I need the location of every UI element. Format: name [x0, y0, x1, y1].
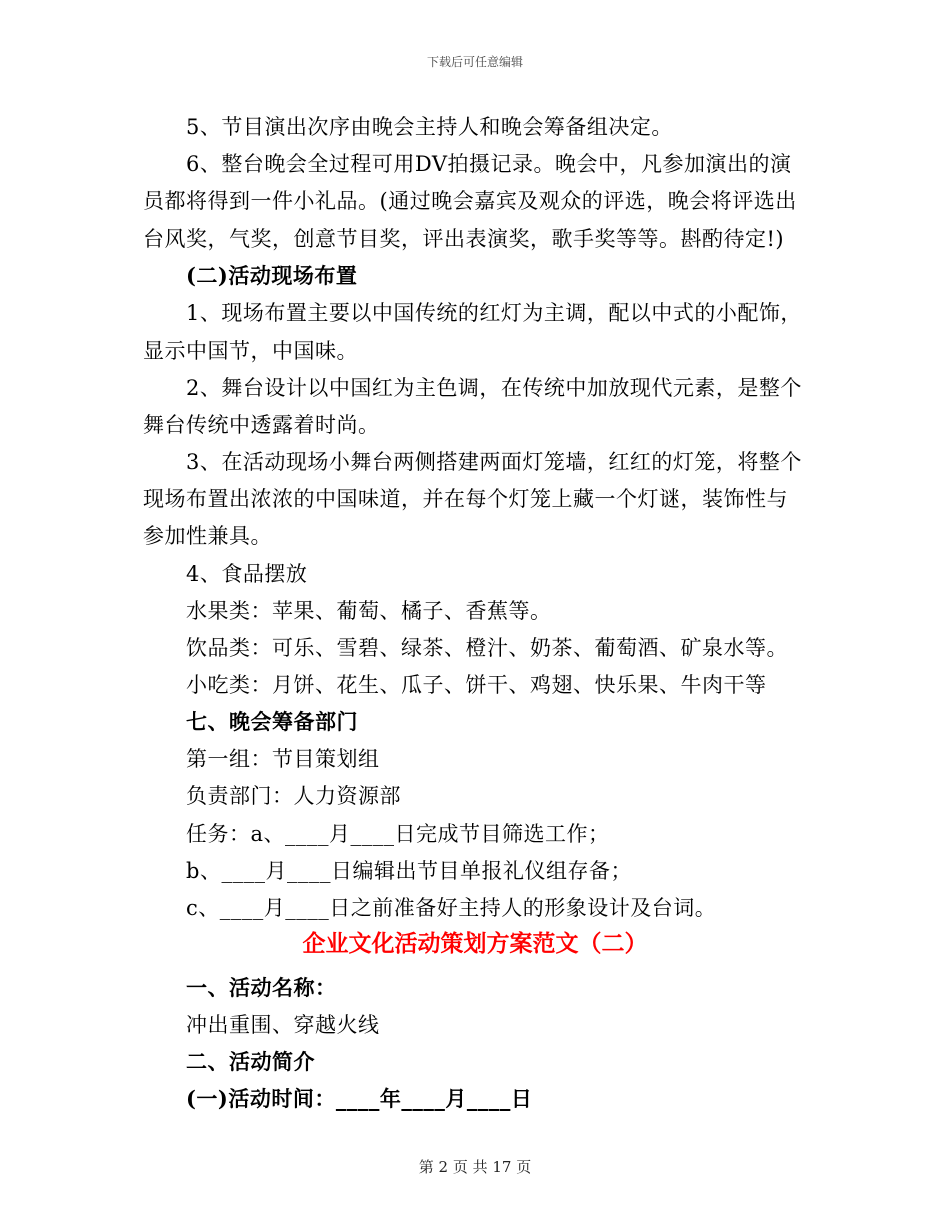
- item-6-line-2: 员都将得到一件小礼品。(通过晚会嘉宾及观众的评选，晚会将评选出: [143, 189, 797, 213]
- page-number: 第 2 页 共 17 页: [418, 1158, 532, 1176]
- food-fruit: 水果类：苹果、葡萄、橘子、香蕉等。: [186, 599, 552, 623]
- section-heading-venue: (二)活动现场布置: [186, 263, 358, 288]
- venue-item-1-line-1: 1、现场布置主要以中国传统的红灯为主调，配以中式的小配饰，: [186, 301, 802, 325]
- venue-item-3-line-3: 参加性兼具。: [143, 524, 272, 548]
- venue-item-2-line-2: 舞台传统中透露着时尚。: [143, 413, 380, 437]
- section-heading-departments: 七、晚会筹备部门: [186, 709, 358, 734]
- group-1: 第一组：节目策划组: [186, 747, 380, 771]
- department: 负责部门：人力资源部: [186, 784, 401, 808]
- item-6-line-3: 台风奖，气奖，创意节目奖，评出表演奖，歌手奖等等。斟酌待定!): [143, 227, 785, 251]
- section-heading-activity-name: 一、活动名称：: [186, 975, 337, 1000]
- venue-item-2-line-1: 2、舞台设计以中国红为主色调，在传统中加放现代元素，是整个: [186, 376, 802, 400]
- task-b: b、____月____日编辑出节目单报礼仪组存备；: [186, 859, 632, 883]
- activity-time: (一)活动时间：____年____月____日: [186, 1086, 533, 1111]
- task-a: 任务：a、____月____日完成节目筛选工作；: [186, 822, 610, 846]
- venue-item-4: 4、食品摆放: [186, 562, 308, 586]
- activity-name: 冲出重围、穿越火线: [186, 1013, 380, 1037]
- section-heading-activity-intro: 二、活动简介: [186, 1049, 315, 1074]
- food-snacks: 小吃类：月饼、花生、瓜子、饼干、鸡翅、快乐果、牛肉干等: [186, 673, 767, 697]
- venue-item-3-line-2: 现场布置出浓浓的中国味道，并在每个灯笼上藏一个灯谜，装饰性与: [143, 487, 788, 511]
- document-title: 企业文化活动策划方案范文（二）: [302, 930, 648, 957]
- item-5: 5、节目演出次序由晚会主持人和晚会筹备组决定。: [186, 115, 673, 139]
- venue-item-1-line-2: 显示中国节，中国味。: [143, 339, 358, 363]
- venue-item-3-line-1: 3、在活动现场小舞台两侧搭建两面灯笼墙，红红的灯笼，将整个: [186, 450, 802, 474]
- food-drinks: 饮品类：可乐、雪碧、绿茶、橙汁、奶茶、葡萄酒、矿泉水等。: [186, 636, 788, 660]
- page-header: 下载后可任意编辑: [426, 55, 523, 69]
- item-6-line-1: 6、整台晚会全过程可用DV拍摄记录。晚会中，凡参加演出的演: [186, 152, 792, 176]
- task-c: c、____月____日之前准备好主持人的形象设计及台词。: [186, 896, 717, 920]
